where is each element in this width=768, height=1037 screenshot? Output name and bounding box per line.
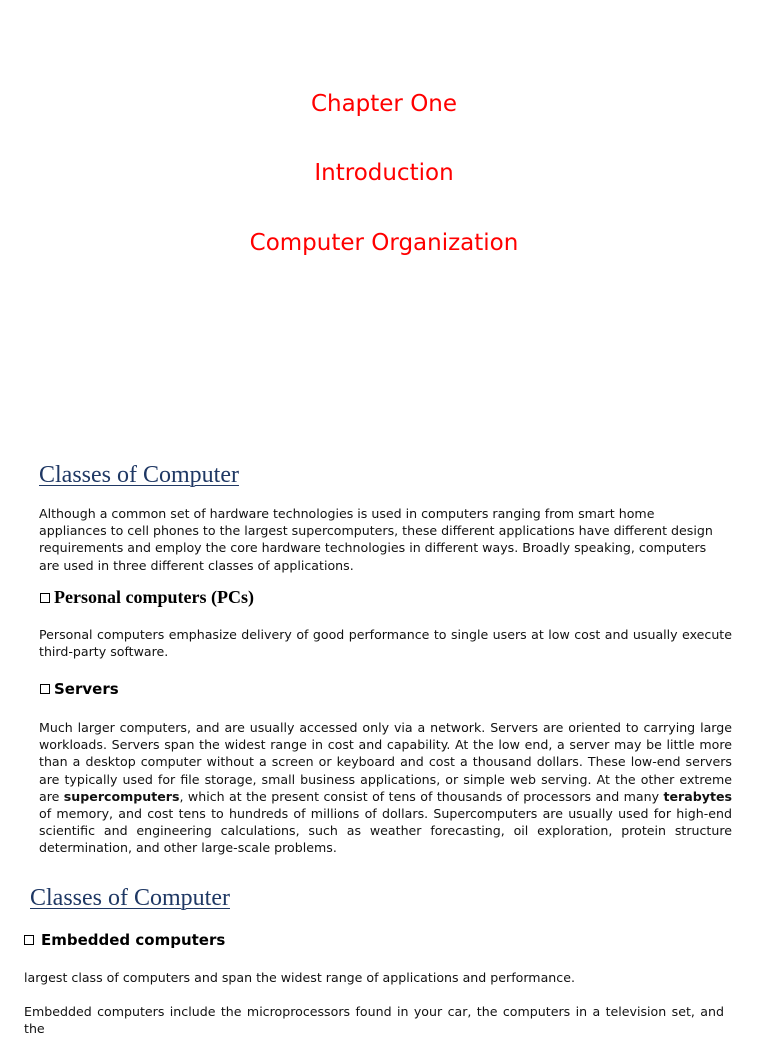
checkbox-bullet-icon [24, 935, 34, 945]
checkbox-bullet-icon [40, 684, 50, 694]
supercomputers-term: supercomputers [63, 788, 180, 804]
intro-paragraph: Although a common set of hardware technologies is used in computers ranging from smart home appliances to cell phones to the largest supercomputers, these different applications have different design requirements and employ the core hardware technologies in different ways. Broadly speaking, computers are used in three different classes of applications. [39, 506, 713, 573]
servers-paragraph: Much larger computers, and are usually accessed only via a network. Servers are oriented to carrying large workloads. Servers span the widest range in cost and capability. At the low end, a server may be little more than a desktop computer without a screen or keyboard and cost a thousand dollars. These low-end servers are typically used for file storage, small business applications, or simple web serving. At the other extreme are supercomputers, which at the present consist of tens of thousands of processors and many terabytes of memory, and cost tens to hundreds of millions of dollars. Supercomputers are usually used for high-end scientific and engineering calculations, such as weather forecasting, oil exploration, protein structure determination, and other large-scale problems. [39, 720, 733, 856]
introduction-title: Introduction [314, 160, 454, 186]
embedded-line: largest class of computers and span the widest range of applications and performance. [24, 970, 575, 985]
pc-paragraph: Personal computers emphasize delivery of good performance to single users at low cost and usually execute third-party software. [39, 627, 732, 660]
chapter-title: Chapter One [310, 91, 458, 117]
section-heading-classes-2: Classes of Computer [30, 885, 230, 911]
embedded-heading-label: Embedded computers [41, 931, 226, 949]
servers-heading-label: Servers [54, 680, 119, 698]
embedded-paragraph: Embedded computers include the microprocessors found in your car, the computers in a television set, and the [24, 1004, 724, 1037]
servers-heading [40, 680, 119, 698]
section-heading-classes: Classes of Computer [39, 462, 239, 488]
pc-heading [40, 587, 254, 608]
terabytes-term: terabytes [663, 788, 733, 804]
embedded-heading [24, 931, 225, 949]
subject-title: Computer Organization [249, 230, 519, 256]
checkbox-bullet-icon [40, 593, 50, 603]
pc-heading-label: Personal computers (PCs) [54, 587, 254, 607]
